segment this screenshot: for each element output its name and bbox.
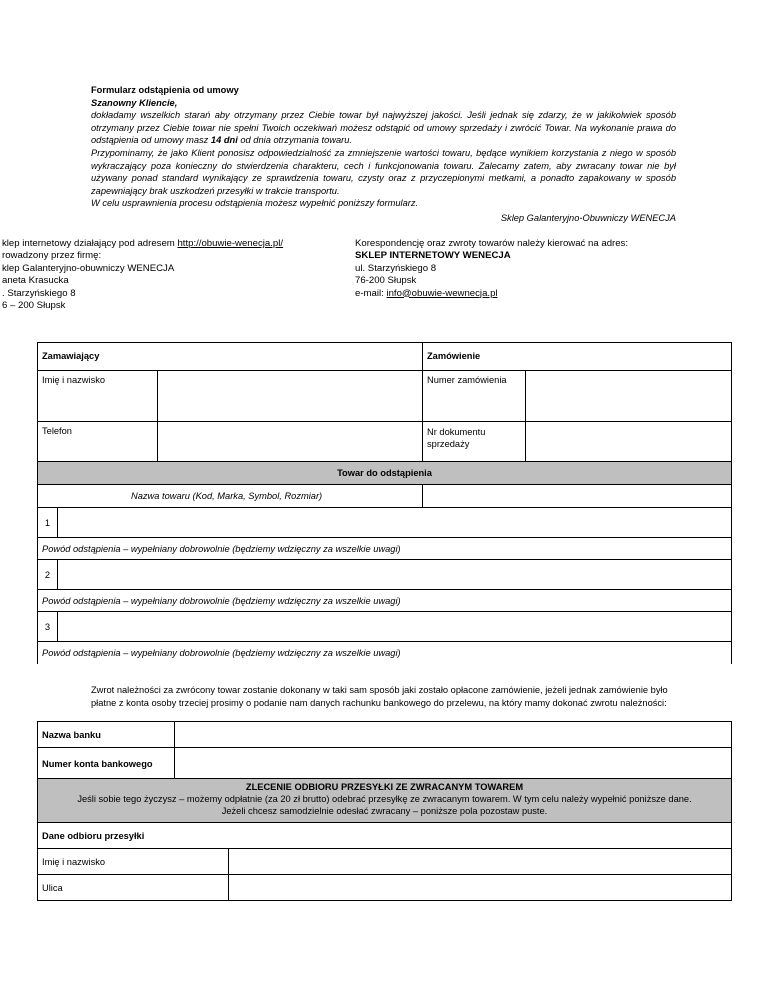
label-pickup-name: Imię i nazwisko: [38, 849, 229, 875]
shop-info-right: [355, 238, 628, 300]
intro-p1-bold: 14 dni: [210, 135, 238, 146]
product-field-2[interactable]: [58, 560, 732, 590]
reason-label-2[interactable]: Powód odstąpienia – wypełniany dobrowolnie (będziemy wdzięczny za wszelkie uwagi): [38, 590, 732, 612]
product-field-1[interactable]: [58, 508, 732, 538]
shop-line-6: 6 – 200 Słupsk: [2, 300, 66, 312]
bank-name-field[interactable]: [175, 722, 732, 748]
reason-label-1[interactable]: Powód odstąpienia – wypełniany dobrowolnie (będziemy wdzięczny za wszelkie uwagi): [38, 538, 732, 560]
intro-paragraph-1: [91, 109, 676, 147]
label-pickup-street: Ulica: [38, 875, 229, 901]
shop-line-3: klep Galanteryjno-obuwniczy WENECJA: [2, 262, 175, 274]
shop-line-4: aneta Krasucka: [2, 275, 69, 287]
product-column-header: Nazwa towaru (Kod, Marka, Symbol, Rozmiar): [38, 485, 423, 508]
shop-line-5: . Starzyńskiego 8: [2, 287, 76, 299]
account-number-field[interactable]: [175, 748, 732, 779]
order-table: [37, 342, 732, 664]
sales-doc-field[interactable]: [526, 422, 732, 462]
product-row-number: 2: [38, 560, 58, 590]
label-order-number: Numer zamówienia: [423, 371, 526, 422]
shop-line-2: rowadzony przez firmę:: [2, 250, 102, 262]
order-number-field[interactable]: [526, 371, 732, 422]
reason-label-3[interactable]: Powód odstąpienia – wypełniany dobrowolnie (będziemy wdzięczny za wszelkie uwagi): [38, 642, 732, 664]
customer-name-field[interactable]: [158, 371, 423, 422]
return-line-5: [355, 288, 628, 300]
email-link[interactable]: info@obuwie-wewnecja.pl: [386, 287, 498, 299]
label-sales-doc-2: sprzedaży: [427, 439, 470, 449]
label-sales-doc-1: Nr dokumentu: [427, 427, 486, 437]
pickup-title: ZLECENIE ODBIORU PRZESYŁKI ZE ZWRACANYM TOWAREM: [245, 782, 524, 792]
pickup-data-header: Dane odbioru przesyłki: [38, 823, 732, 849]
signature: Sklep Galanteryjno-Obuwniczy WENECJA: [500, 212, 676, 223]
shop-info-left: [2, 238, 283, 312]
product-row-number: 3: [38, 612, 58, 642]
label-customer-name: Imię i nazwisko: [38, 371, 158, 422]
section-products: Towar do odstąpienia: [38, 462, 732, 485]
pickup-line-2: Jeżeli chcesz samodzielnie odesłać zwracany – poniższe pola pozostaw puste.: [221, 805, 548, 816]
email-label: e-mail:: [355, 287, 384, 299]
return-line-3: ul. Starzyńskiego 8: [355, 262, 437, 274]
product-header-blank: [423, 485, 732, 508]
refund-note: Zwrot należności za zwrócony towar zostanie dokonany w taki sam sposób jaki zostało opłacone zamówienie, jeżeli jednak zamówienie było płatne z konta osoby trzeciej prosimy o podanie nam danych rachunku bankowego do przelewu, na który mamy dokonać zwrotu należności:: [91, 685, 668, 708]
pickup-section: [38, 779, 732, 823]
intro-p1-end: od dnia otrzymania towaru.: [240, 135, 352, 146]
pickup-street-field[interactable]: [229, 875, 732, 901]
label-sales-doc: [423, 422, 526, 462]
label-account-number: Numer konta bankowego: [38, 748, 175, 779]
intro-paragraph-2: Przypominamy, że jako Klient ponosisz odpowiedzialność za zmniejszenie wartości towaru, będące wynikiem korzystania z niego w sposób wykraczający poza konieczny do stwierdzenia charakteru, cech i funkcjonowania towaru. Zalecamy zatem, aby zwracany towar nie był używany ponad standard wynikający ze sprawdzenia towaru, czysty oraz z przyczepionymi metkami, a ponadto zapakowany w sposób zapewniający brak uszkodzeń przesyłki w trakcie transportu.: [91, 147, 676, 196]
shop-website-link[interactable]: http://obuwie-wenecja.pl/: [177, 238, 284, 249]
shop-line-1: [2, 238, 283, 250]
pickup-table: [37, 778, 732, 901]
pickup-name-field[interactable]: [229, 849, 732, 875]
bank-table: [37, 721, 732, 779]
header-order: Zamówienie: [423, 343, 732, 371]
return-line-1: Korespondencję oraz zwroty towarów należy kierować na adres:: [355, 238, 629, 249]
product-row-number: 1: [38, 508, 58, 538]
shop-line-1-text: klep internetowy działający pod adresem: [2, 238, 175, 249]
return-line-2: SKLEP INTERNETOWY WENECJA: [355, 250, 511, 262]
label-bank-name: Nazwa banku: [38, 722, 175, 748]
pickup-line-1: Jeśli sobie tego życzysz – możemy odpłatnie (za 20 zł brutto) odebrać przesyłkę ze zwracanym towarem. W tym celu należy wypełnić poniższe dane.: [77, 793, 692, 804]
product-field-3[interactable]: [58, 612, 732, 642]
label-phone: Telefon: [38, 422, 158, 462]
greeting: Szanowny Kliencie,: [91, 97, 178, 108]
return-line-4: 76-200 Słupsk: [355, 275, 417, 287]
intro-p1-text: dokładamy wszelkich starań aby otrzymany przez Ciebie towar był najwyższej jakości. Jeśli jednak się zdarzy, że w jakikolwiek sposób otrzymany przez Ciebie towar nie spełni Twoich oczekiwań możesz odstąpić od umowy sprzedaży i zwrócić Towar. Na wykonanie prawa do odstąpienia od umowy masz: [91, 110, 676, 146]
header-customer: Zamawiający: [38, 343, 423, 371]
form-title: Formularz odstąpienia od umowy: [91, 85, 239, 95]
phone-field[interactable]: [158, 422, 423, 462]
intro-paragraph-3: W celu usprawnienia procesu odstąpienia możesz wypełnić poniższy formularz.: [91, 198, 419, 209]
intro-block: [91, 84, 676, 225]
